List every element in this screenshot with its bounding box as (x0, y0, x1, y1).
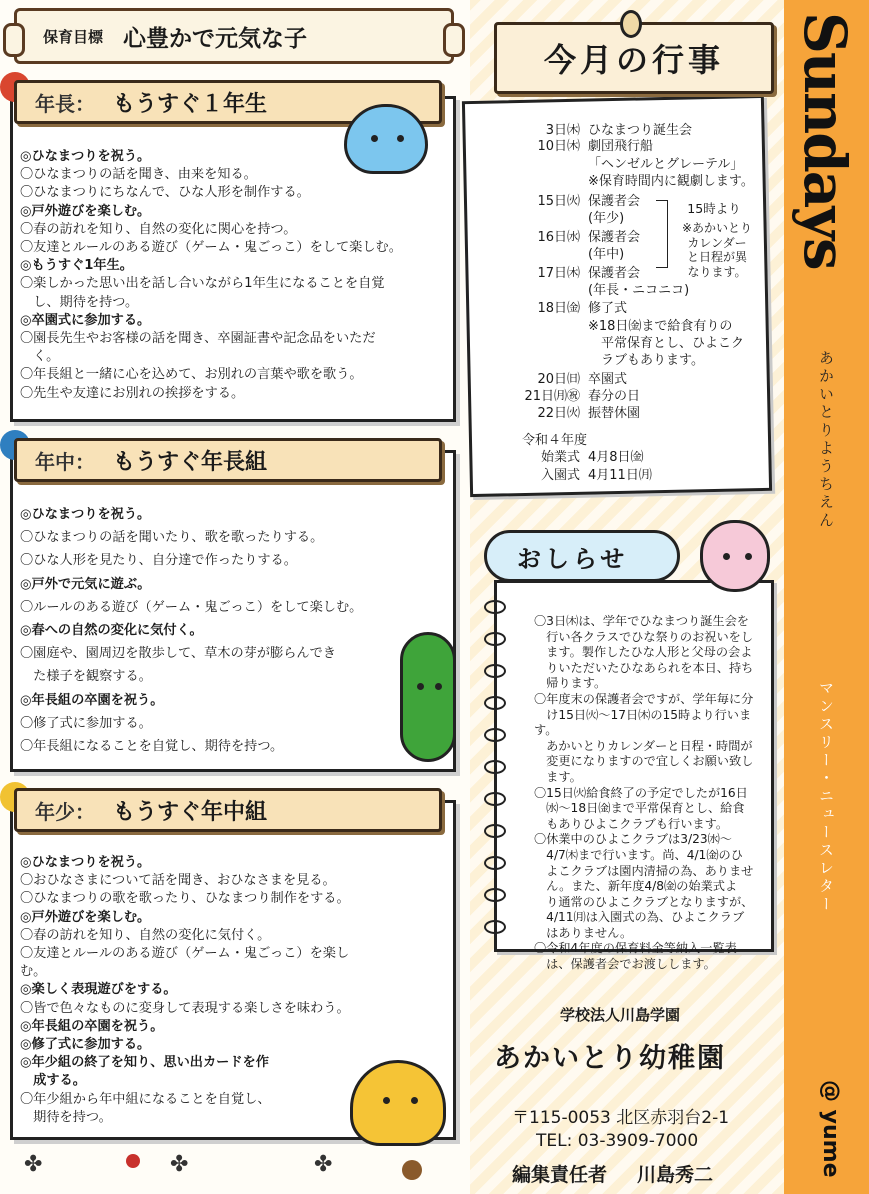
list-item: た様子を観察する。 (20, 669, 152, 685)
event-date: 16日㈬ (537, 230, 580, 245)
event-date: 15日㈫ (537, 194, 580, 209)
ring-icon (484, 728, 506, 742)
list-item: ◎年少組の終了を知り、思い出カードを作 (20, 1055, 269, 1071)
list-item: 期待を持つ。 (20, 1109, 112, 1125)
side-note-line: ※あかいとり (681, 221, 753, 235)
list-item: 〇ひなまつりの歌を歌ったり、ひなまつり制作をする。 (20, 891, 350, 907)
event-text: ※18日㈮まで給食有りの (588, 319, 733, 334)
event-date: 3日㈭ (545, 123, 580, 138)
editor-label: 編集責任者 (512, 1164, 608, 1186)
list-item: ◎戸外遊びを楽しむ。 (20, 203, 151, 219)
notice-line: 〇15日㈫給食終了の予定でしたが16日 (534, 785, 748, 800)
ring-icon (484, 824, 506, 838)
next-year-date: 4月11日㈪ (588, 468, 652, 483)
list-item: 〇ひな人形を見たり、自分達で作ったりする。 (20, 553, 297, 569)
list-item: ◎年長組の卒園を祝う。 (20, 692, 164, 708)
notice-line: 変更になりますので宜しくお願い致し (534, 754, 754, 769)
list-item: 〇ルールのある遊び（ゲーム・鬼ごっこ）をして楽しむ。 (20, 599, 363, 615)
class-header-junior (14, 788, 442, 832)
event-date: 22日㈫ (537, 406, 580, 421)
events-title: 今月の行事 (494, 22, 774, 94)
event-date: 21日㈪㊗ (524, 389, 580, 404)
list-item: ◎戸外で元気に遊ぶ。 (20, 576, 151, 592)
list-item: 〇園長先生やお客様の話を聞き、卒園証書や記念品をいただ (20, 331, 376, 347)
event-text: 劇団飛行船 (588, 139, 654, 154)
list-item: ◎年長組の卒園を祝う。 (20, 1018, 164, 1034)
yellow-chick-character-icon (350, 1060, 446, 1146)
class-grade: 年長： (35, 91, 95, 116)
event-text: 卒園式 (588, 372, 628, 387)
list-item: 〇友達とルールのある遊び（ゲーム・鬼ごっこ）を楽しむ。 (20, 946, 350, 980)
sprout-icon: ✤ (314, 1152, 333, 1177)
ring-icon (484, 920, 506, 934)
notice-line: ん。また、新年度4/8㈮の始業式よ (534, 879, 738, 894)
goal-value: 心豊かで元気な子 (123, 25, 308, 52)
list-item: 〇おひなさまについて話を聞き、おひなさまを見る。 (20, 873, 336, 889)
notice-line: ㈬～18日㈮まで平常保育とし、給食 (534, 801, 745, 816)
list-item: 〇先生や友達にお別れの挨拶をする。 (20, 385, 245, 401)
school-corporation: 学校法人川島学園 (560, 1006, 681, 1024)
event-text: ひなまつり誕生会 (588, 123, 693, 138)
list-item: 〇春の訪れを知り、自然の変化に気付く。 (20, 927, 271, 943)
goal-label: 保育目標 (43, 27, 104, 46)
notice-line: 〇3日㈭は、学年でひなまつり誕生会を (534, 614, 749, 628)
notice-line: 〇休業中のひよこクラブは3/23㈬～ (534, 832, 732, 847)
list-item: 〇楽しかった思い出を話し合いながら1年生になることを自覚 (20, 276, 385, 292)
bracket-icon (656, 200, 668, 268)
list-item: ◎卒園式に参加する。 (20, 312, 151, 328)
ring-icon (484, 664, 506, 678)
list-item: ◎ひなまつりを祝う。 (20, 149, 151, 164)
notice-line: 4/7㈭まで行います。尚、4/1㈮のひ (534, 847, 743, 862)
list-item: 〇ひなまつりの話を聞いたり、歌を歌ったりする。 (20, 530, 324, 546)
list-item: ◎ひなまつりを祝う。 (20, 507, 151, 522)
event-text: (年長・ニコニコ) (588, 283, 690, 298)
list-item: 〇友達とルールのある遊び（ゲーム・鬼ごっこ）をして楽しむ。 (20, 240, 402, 256)
list-item: ◎もうすぐ1年生。 (20, 258, 133, 274)
list-item: ◎修了式に参加する。 (20, 1037, 151, 1053)
ring-icon (484, 888, 506, 902)
list-item: ◎楽しく表現遊びをする。 (20, 982, 177, 998)
list-item: 〇年長組と一緒に心を込めて、お別れの言葉や歌を歌う。 (20, 367, 363, 383)
notice-line: り通常のひよこクラブとなりますが、 (534, 894, 754, 909)
editor-name: 川島秀二 (637, 1164, 714, 1186)
school-tel: TEL: 03-3909-7000 (536, 1131, 699, 1151)
event-text: 「ヘンゼルとグレーテル」 (588, 157, 744, 172)
event-date: 20日㈰ (537, 372, 580, 387)
event-date: 17日㈭ (537, 266, 580, 281)
event-date: 10日㈭ (537, 139, 580, 154)
ring-icon (484, 632, 506, 646)
sprout-icon: ✤ (170, 1152, 189, 1177)
list-item: 〇園庭や、園周辺を散歩して、草木の芽が膨らんでき (20, 646, 336, 662)
events-side-note (672, 221, 762, 279)
list-item: ◎春への自然の変化に気付く。 (20, 623, 203, 639)
sidebar-title: Sundays (791, 12, 859, 269)
pin-icon (620, 10, 642, 38)
school-name: あかいとり幼稚園 (494, 1043, 726, 1074)
event-text: 振替休園 (588, 406, 641, 421)
class-items-middle (20, 504, 400, 759)
list-item: 〇春の訪れを知り、自然の変化に関心を持つ。 (20, 221, 297, 237)
goal-banner (14, 8, 454, 64)
notice-line: 4/11㈪は入園式の為、ひよこクラブ (534, 910, 745, 925)
acorn-icon (402, 1160, 422, 1180)
ring-icon (484, 792, 506, 806)
notice-line: ます。製作したひな人形と父母の会よ (534, 645, 753, 660)
ring-icon (484, 696, 506, 710)
event-text: 保護者会 (588, 266, 641, 281)
class-subtitle: もうすぐ年長組 (113, 449, 268, 475)
list-item: 成する。 (20, 1073, 86, 1089)
sidebar-kindergarten-name: あかいとりようちえん (817, 350, 835, 530)
notice-line: 帰ります。 (534, 676, 607, 691)
list-item: ◎ひなまつりを祝う。 (20, 855, 151, 870)
class-items-junior (20, 854, 360, 1127)
notice-line: 行い各クラスでひな祭りのお祝いをし (534, 629, 754, 644)
pink-chick-character-icon (700, 520, 770, 592)
next-year-label: 令和４年度 (522, 433, 588, 448)
events-side-time: 15時より (687, 201, 741, 216)
school-address: 〒115-0053 北区赤羽台2-1 (512, 1108, 730, 1128)
event-text: 保護者会 (588, 230, 641, 245)
notice-list (534, 614, 766, 973)
class-grade: 年少： (35, 799, 95, 824)
side-note-line: なります。 (687, 264, 747, 279)
list-item: 〇年長組になることを自覚し、期待を持つ。 (20, 739, 284, 755)
event-text: (年中) (588, 247, 625, 262)
event-text: ラブもあります。 (588, 353, 704, 368)
next-year-date: 4月8日㈮ (588, 450, 644, 465)
notice-line: 〇令和4年度の保育料金等納入一覧表 (534, 941, 737, 956)
notice-line: もありひよこクラブも行います。 (534, 816, 729, 831)
event-text: 修了式 (588, 301, 628, 316)
event-text: (年少) (588, 211, 625, 226)
sprout-icon: ✤ (24, 1152, 43, 1177)
notice-line: は、保護者会でお渡しします。 (534, 957, 716, 972)
list-item: 〇年少組から年中組になることを自覚し、 (20, 1091, 271, 1107)
ring-icon (484, 760, 506, 774)
berry-icon (126, 1154, 140, 1168)
notice-title: おしらせ (484, 530, 680, 582)
list-item: く。 (20, 349, 60, 365)
list-item: 〇ひなまつりにちなんで、ひな人形を制作する。 (20, 185, 310, 201)
notice-line: はありません。 (534, 925, 633, 940)
class-items-senior (20, 148, 440, 403)
notice-line: りいただいたひなあられを本日、持ち (534, 660, 754, 675)
class-subtitle: もうすぐ１年生 (113, 91, 268, 117)
notice-line: ます。 (534, 769, 582, 784)
notice-line: あかいとりカレンダーと日程・時間が (534, 738, 753, 753)
event-text: 保護者会 (588, 194, 641, 209)
notice-line: け15日㈫～17日㈭の15時より行います。 (534, 707, 752, 738)
event-text: 平常保育とし、ひよこク (588, 336, 745, 351)
event-date: 18日㈮ (537, 301, 580, 316)
class-grade: 年中： (35, 449, 95, 474)
ring-icon (484, 856, 506, 870)
next-year-event: 始業式 (540, 450, 580, 465)
list-item: 〇修了式に参加する。 (20, 715, 152, 731)
notice-line: 〇年度末の保護者会ですが、学年毎に分 (534, 691, 754, 706)
side-note-line: カレンダー (687, 235, 747, 250)
list-item: 〇ひなまつりの話を聞き、由来を知る。 (20, 167, 257, 183)
list-item: し、期待を持つ。 (20, 294, 139, 310)
next-year-event: 入園式 (540, 468, 580, 483)
green-caterpillar-character-icon (400, 632, 456, 762)
list-item: 〇皆で色々なものに変身して表現する楽しさを味わう。 (20, 1000, 350, 1016)
ring-icon (484, 600, 506, 614)
sidebar-newsletter-label: マンスリー・ニュースレター (817, 680, 835, 914)
class-subtitle: もうすぐ年中組 (113, 799, 268, 825)
side-note-line: と日程が異 (686, 250, 747, 264)
sidebar-credit: @ yume (818, 1080, 843, 1178)
class-header-middle (14, 438, 442, 482)
event-text: ※保育時間内に観劇します。 (588, 174, 754, 189)
notice-line: よこクラブは園内清掃の為、ありませ (534, 863, 754, 878)
editor-line (512, 1160, 713, 1187)
event-text: 春分の日 (588, 389, 641, 404)
list-item: ◎戸外遊びを楽しむ。 (20, 909, 151, 925)
